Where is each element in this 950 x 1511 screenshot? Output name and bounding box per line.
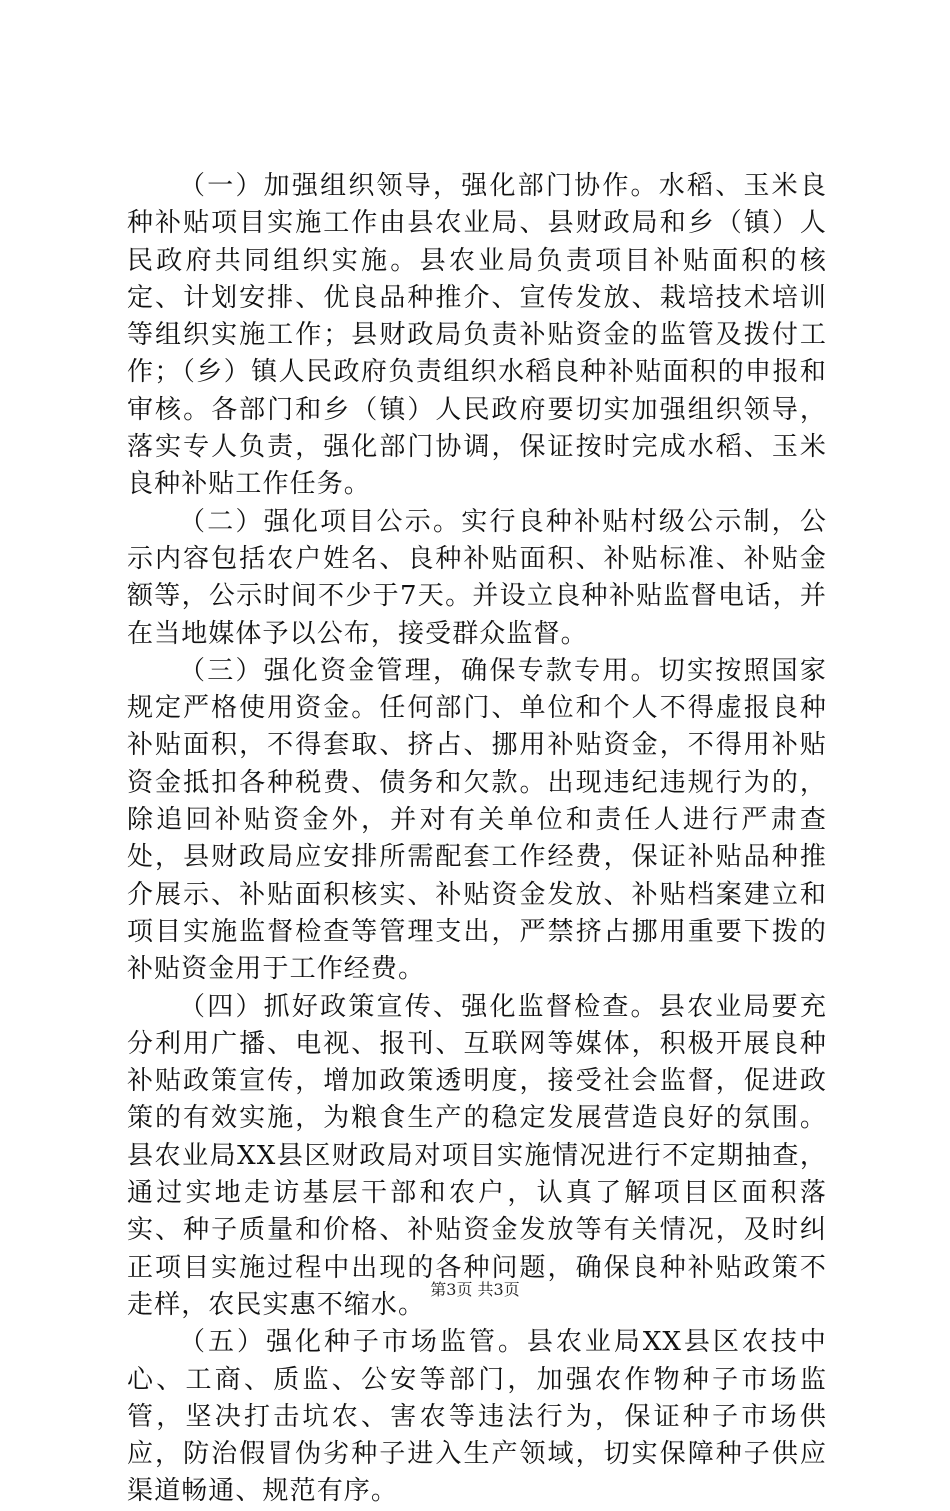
paragraph-fund-management: （三）强化资金管理，确保专款专用。切实按照国家规定严格使用资金。任何部门、单位和个人不得虚报良种补贴面积，不得套取、挤占、挪用补贴资金，不得用补贴资金抵扣各种税费、债务和欠款。出现违纪违规行为的，除追回补贴资金外，并对有关单位和责任人进行严肃查处，县财政局应安排所需配套工作经费，保证补贴品种推介展示、补贴面积核实、补贴资金发放、补贴档案建立和项目实施监督检查等管理支出，严禁挤占挪用重要下拨的补贴资金用于工作经费。	[127, 655, 827, 985]
paragraph-organization-leadership: （一）加强组织领导，强化部门协作。水稻、玉米良种补贴项目实施工作由县农业局、县财政局和乡（镇）人民政府共同组织实施。县农业局负责项目补贴面积的核定、计划安排、优良品种推介、宣传发放、栽培技术培训等组织实施工作；县财政局负责补贴资金的监管及拨付工作；（乡）镇人民政府负责组织水稻良种补贴面积的申报和审核。各部门和乡（镇）人民政府要切实加强组织领导，落实专人负责，强化部门协调，保证按时完成水稻、玉米良种补贴工作任务。	[127, 171, 827, 500]
paragraph-seed-market-supervision: （五）强化种子市场监管。县农业局XX县区农技中心、工商、质监、公安等部门，加强农作物种子市场监管，坚决打击坑农、害农等违法行为，保证种子市场供应，防治假冒伪劣种子进入生产领域，切实保障种子供应渠道畅通、规范有序。	[127, 1327, 827, 1507]
page-number-footer: 第3页 共3页	[430, 1280, 520, 1299]
document-body	[127, 168, 827, 1511]
paragraph-project-publicity: （二）强化项目公示。实行良种补贴村级公示制，公示内容包括农户姓名、良种补贴面积、补贴标准、补贴金额等，公示时间不少于7天。并设立良种补贴监督电话，并在当地媒体予以公布，接受群众监督。	[127, 506, 827, 649]
paragraph-policy-publicity: （四）抓好政策宣传、强化监督检查。县农业局要充分利用广播、电视、报刊、互联网等媒体，积极开展良种补贴政策宣传，增加政策透明度，接受社会监督，促进政策的有效实施，为粮食生产的稳定发展营造良好的氛围。县农业局XX县区财政局对项目实施情况进行不定期抽查，通过实地走访基层干部和农户，认真了解项目区面积落实、种子质量和价格、补贴资金发放等有关情况，及时纠正项目实施过程中出现的各种问题，确保良种补贴政策不走样，农民实惠不缩水。	[127, 991, 827, 1320]
